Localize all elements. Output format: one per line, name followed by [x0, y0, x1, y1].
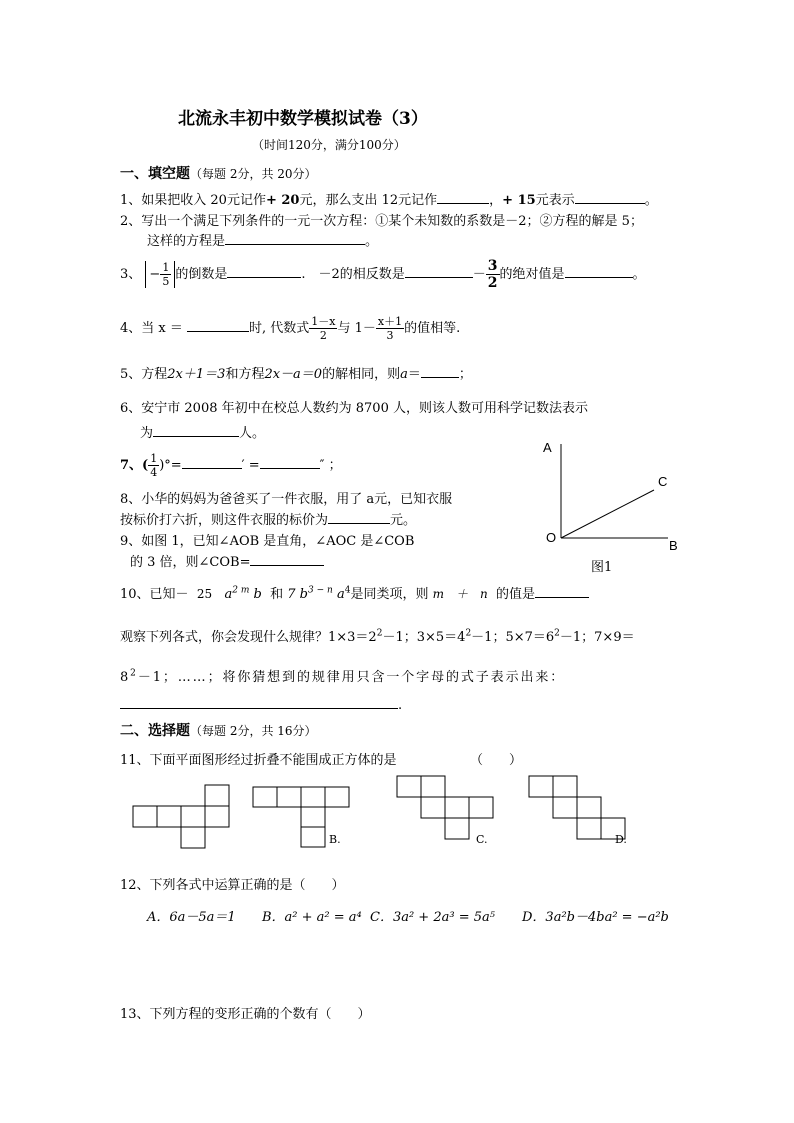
q4-text-c: 与 1－	[337, 321, 376, 336]
q12-option-a[interactable]: A．6a－5a＝1	[147, 910, 236, 925]
net-d-square	[577, 818, 601, 839]
q1-text-f: 元表示	[535, 193, 575, 208]
obs-sup-1: 2	[376, 628, 383, 639]
net-a-square	[205, 785, 229, 806]
q10-var-a: a	[224, 587, 233, 602]
q10-var-a2: a	[336, 587, 345, 602]
q3-number: 3、	[120, 267, 142, 282]
q7-frac-den: 4	[150, 466, 158, 479]
q4-frac1-num: 1－x	[311, 315, 336, 328]
question-8-line1: 8、小华的妈妈为爸爸买了一件衣服，用了 a元，已知衣服	[120, 492, 453, 507]
net-c-square	[445, 797, 469, 818]
q7-text-b: )°=	[159, 458, 182, 473]
question-12: 12、下列各式中运算正确的是（ ）	[120, 878, 345, 893]
q3-bigfrac-num: 3	[487, 258, 498, 274]
question-2-line1: 2、写出一个满足下列条件的一元一次方程：①某个未知数的系数是－2；②方程的解是 5；	[120, 214, 643, 229]
question-13: 13、下列方程的变形正确的个数有（ ）	[120, 1007, 371, 1022]
page-subtitle: （时间120分，满分100分）	[252, 138, 406, 152]
q4-text-d: 的值相等.	[404, 321, 461, 336]
q7-text-a: 7、(	[120, 458, 149, 473]
ray-oc	[561, 490, 654, 538]
q10-exp-b: 3 − n	[308, 585, 333, 596]
question-10	[120, 583, 589, 602]
q3-text-c: －	[472, 267, 486, 282]
obs-text-d: －1；7×9＝	[559, 630, 635, 645]
net-a-square	[181, 827, 205, 848]
q1-text-c: 元，那么支出 12元记作	[299, 193, 438, 208]
q12-option-c[interactable]: C．3a² + 2a³ = 5a⁵	[370, 910, 495, 925]
figure-label-b: B	[669, 538, 678, 553]
q10-var-b: b	[253, 587, 262, 602]
q3-text-a: 的倒数是	[175, 267, 228, 282]
q1-text-a: 1、如果把收入 20元记作	[120, 193, 266, 208]
q1-text-g: 。	[644, 193, 658, 208]
q4-text-b: 时, 代数式	[249, 321, 310, 336]
net-d-square	[529, 776, 553, 797]
q7-frac-num: 1	[150, 452, 158, 465]
net-c-square	[421, 797, 445, 818]
q1-text-e: + 15	[502, 193, 536, 208]
obs-sup-4: 2	[130, 668, 138, 679]
q4-frac2-num: x＋1	[377, 315, 403, 328]
obs-sup-2: 2	[465, 628, 472, 639]
q10-expr: m ＋ n	[432, 587, 488, 601]
q3-text-d: 的绝对值是	[499, 267, 565, 282]
q3-frac-den: 5	[162, 275, 170, 288]
q5-equation-2: 2x－a＝0	[264, 367, 323, 382]
q4-text-a: 4、当 x ＝	[120, 321, 183, 336]
q10-text-b: 和	[270, 587, 284, 602]
net-c-square	[445, 818, 469, 839]
net-a-square	[205, 806, 229, 827]
q7-text-c: ′ =	[241, 458, 260, 473]
q5-text-e: ；	[458, 367, 472, 382]
net-a-square	[181, 806, 205, 827]
q11-nets	[133, 776, 625, 848]
q2-text-a: 这样的方程是	[147, 234, 226, 249]
q10-exp-a2: 4	[344, 585, 351, 596]
q4-frac2-den: 3	[386, 329, 394, 342]
net-a-square	[157, 806, 181, 827]
question-9-line1: 9、如图 1，已知∠AOB 是直角，∠AOC 是∠COB	[120, 534, 415, 549]
section1-note: （每题 2分，共 20分）	[190, 167, 317, 181]
obs-text-a: 观察下列各式，你会发现什么规律？1×3＝2	[120, 630, 377, 645]
net-c-square	[397, 776, 421, 797]
obs-text-f: －1；……；将你猜想到的规律用只含一个字母的式子表示出来：	[137, 670, 566, 685]
observation-line3	[120, 696, 402, 713]
q10-blank[interactable]	[535, 585, 589, 598]
net-c-square	[469, 797, 493, 818]
net-d-square	[553, 776, 577, 797]
net-d-square	[553, 797, 577, 818]
question-11: 11、下面平面图形经过折叠不能围成正方体的是	[120, 753, 397, 768]
q1-text-d: ，	[489, 193, 503, 208]
q8-text-b: 元。	[390, 513, 417, 528]
section2-note: （每题 2分，共 16分）	[190, 724, 317, 738]
q10-text-d: 的值是	[495, 587, 535, 602]
net-b-square	[301, 827, 325, 847]
obs-sup-3: 2	[554, 628, 560, 639]
q4-frac1-den: 2	[319, 329, 327, 342]
q10-text-a: 10、已知－	[120, 587, 189, 602]
q5-text-d: ＝	[407, 367, 421, 382]
q11-option-c-label: C.	[476, 833, 488, 846]
q12-option-b[interactable]: B．a² + a² = a⁴	[262, 910, 362, 925]
figure-caption: 图1	[591, 560, 613, 575]
q7-text-d: ″ ；	[319, 458, 342, 473]
q9-text-a: 的 3 倍，则∠COB=	[130, 555, 251, 570]
q10-term2: 7 b	[287, 587, 309, 602]
question-6-line1: 6、安宁市 2008 年初中在校总人数约为 8700 人，则该人数可用科学记数法表示	[120, 401, 588, 416]
net-c-square	[421, 776, 445, 797]
section2-heading	[120, 720, 317, 740]
figure-label-o: O	[546, 530, 557, 545]
q10-exp-a: 2 m	[232, 585, 250, 596]
q8-text-a: 按标价打六折，则这件衣服的标价为	[120, 513, 329, 528]
net-b-square	[277, 787, 301, 807]
q5-variable: a	[400, 367, 408, 382]
page-title: 北流永丰初中数学模拟试卷（3）	[178, 109, 428, 129]
q5-text-b: 和方程	[225, 367, 265, 382]
obs-text-c: －1；5×7＝6	[471, 630, 555, 645]
q6-text-b: 人。	[239, 426, 266, 441]
figure-label-a: A	[543, 440, 552, 455]
q3-text-b: . －2的相反数是	[301, 267, 405, 282]
q10-text-c: 是同类项，则	[350, 587, 429, 602]
net-d-square	[577, 797, 601, 818]
net-b-square	[301, 787, 325, 807]
figure-label-c: C	[658, 474, 668, 489]
obs-period: .	[398, 698, 403, 713]
observation-line2	[120, 666, 565, 685]
obs-blank[interactable]	[120, 696, 398, 709]
q3-frac-num: 1	[162, 261, 170, 274]
q11-answer-paren[interactable]: （ ）	[470, 753, 523, 768]
q3-neg: −	[149, 267, 161, 282]
q3-text-e: 。	[632, 267, 646, 282]
q2-text-b: 。	[365, 234, 379, 249]
q6-text-a: 为	[140, 426, 154, 441]
observation-line1	[120, 626, 635, 645]
q10-coef: 25	[196, 587, 213, 601]
q3-bigfrac-den: 2	[487, 275, 498, 291]
q5-text-c: 的解相同，则	[322, 367, 401, 382]
obs-text-b: －1；3×5＝4	[382, 630, 466, 645]
section2-title: 二、选择题	[120, 723, 190, 739]
obs-text-e: 8	[120, 670, 131, 685]
q11-option-d-label: D.	[615, 833, 627, 846]
q1-text-b: + 20	[265, 193, 300, 208]
section1-title: 一、填空题	[120, 166, 190, 182]
net-b-square	[253, 787, 277, 807]
net-b-square	[301, 807, 325, 827]
q5-equation-1: 2x＋1＝3	[167, 367, 226, 382]
q11-option-b-label: B.	[329, 833, 341, 846]
q5-text-a: 5、方程	[120, 367, 168, 382]
net-a-square	[133, 806, 157, 827]
q12-option-d[interactable]: D．3a²b－4ba² = −a²b	[522, 910, 669, 925]
net-b-square	[325, 787, 349, 807]
